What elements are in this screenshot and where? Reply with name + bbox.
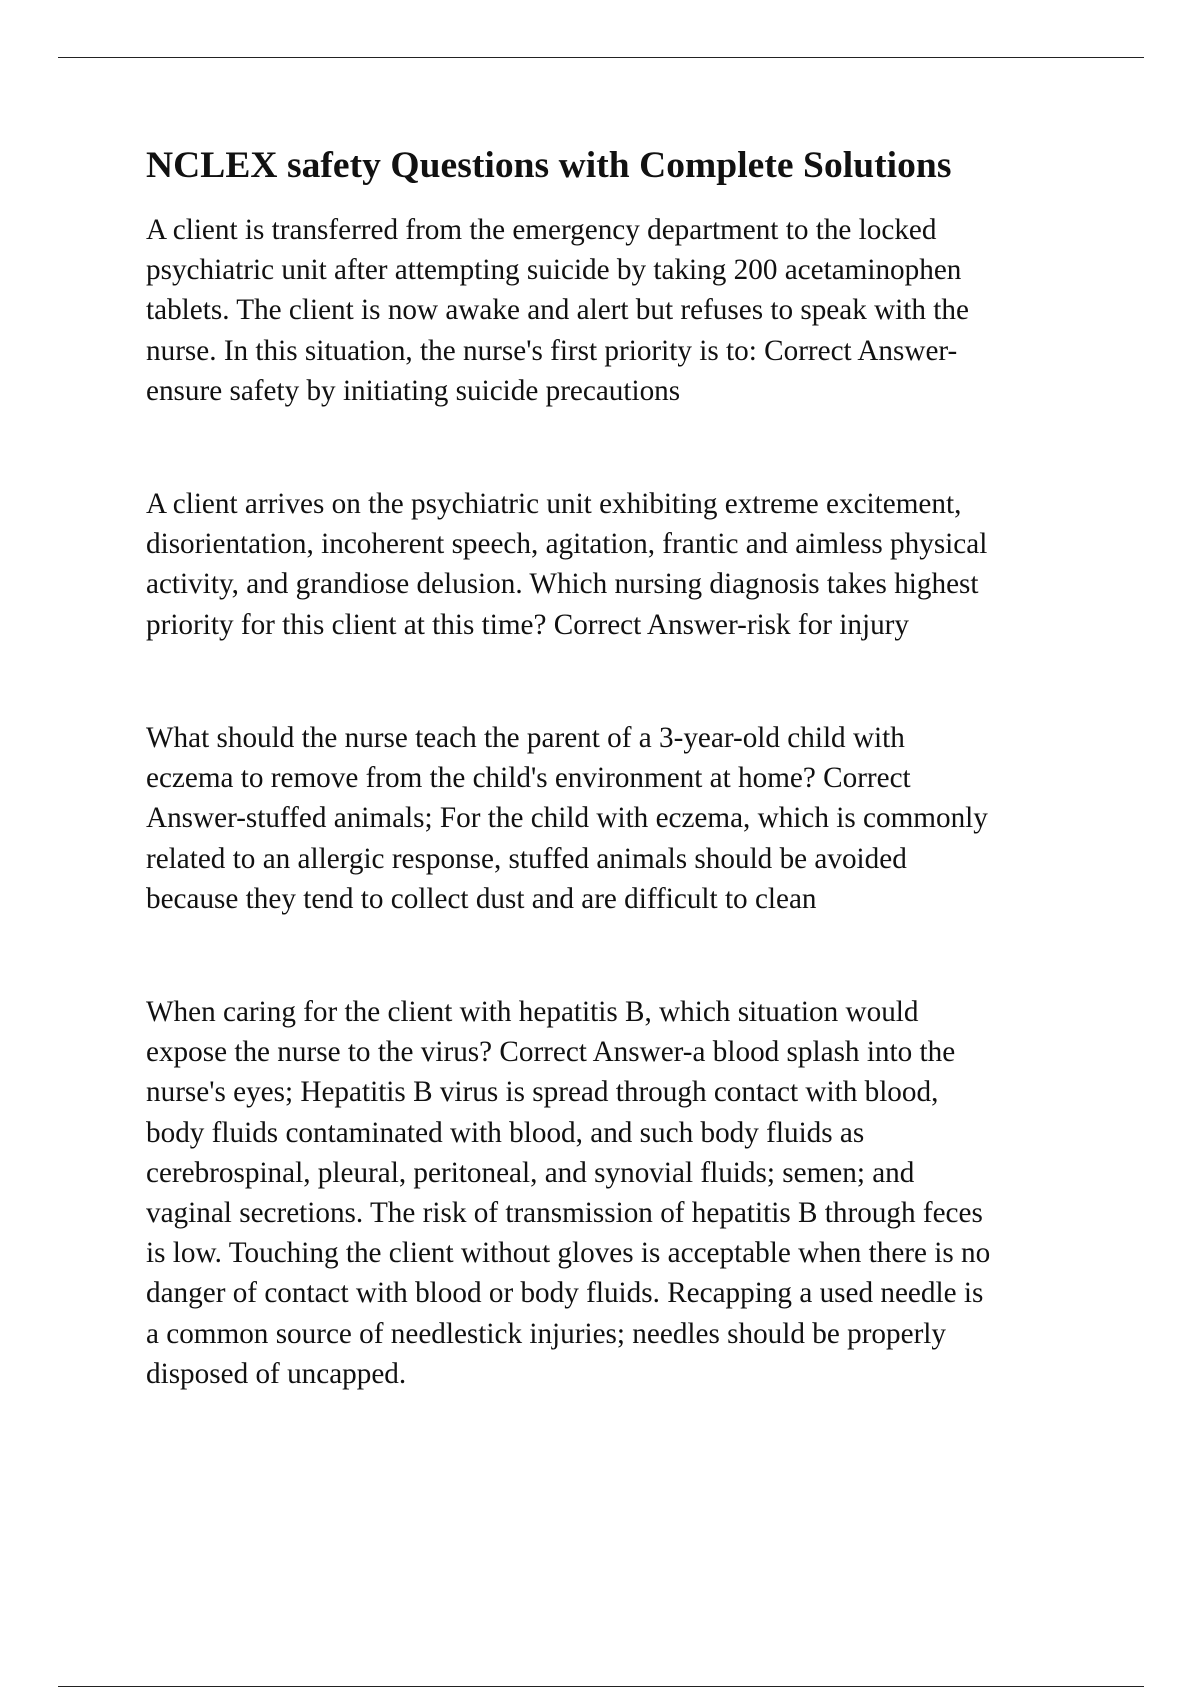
bottom-divider (58, 1686, 1144, 1687)
question-answer-3: What should the nurse teach the parent of a 3-year-old child with eczema to remove from the child's environment at home? Correct Answer-stuffed animals; For the child with eczema, which is commonly related to an allergic response, stuffed animals should be avoided because they tend to collect dust and are difficult to clean (146, 722, 988, 915)
question-answer-4: When caring for the client with hepatitis B, which situation would expose the nurse to the virus? Correct Answer-a blood splash into the nurse's eyes; Hepatitis B virus is spread through contact with blood, body fluids contaminated with blood, and such body fluids as cerebrospinal, pleural, peritoneal, and synovial fluids; semen; and vaginal secretions. The risk of transmission of hepatitis B through feces is low. Touching the client without gloves is acceptable when there is no danger of contact with blood or body fluids. Recapping a used needle is a common source of needlestick injuries; needles should be properly disposed of uncapped. (146, 996, 991, 1390)
page-title: NCLEX safety Questions with Complete Solutions (146, 145, 952, 186)
question-answer-1: A client is transferred from the emergency department to the locked psychiatric unit after attempting suicide by taking 200 acetaminophen tablets. The client is now awake and alert but refuses to speak with the nurse. In this situation, the nurse's first priority is to: Correct Answer- ensure safety by initiating suicide precautions (146, 214, 969, 407)
top-divider (58, 57, 1144, 58)
question-answer-2: A client arrives on the psychiatric unit exhibiting extreme excitement, disorientation, incoherent speech, agitation, frantic and aimless physical activity, and grandiose delusion. Which nursing diagnosis takes highest priority for this client at this time? Correct Answer-risk for injury (146, 488, 988, 641)
